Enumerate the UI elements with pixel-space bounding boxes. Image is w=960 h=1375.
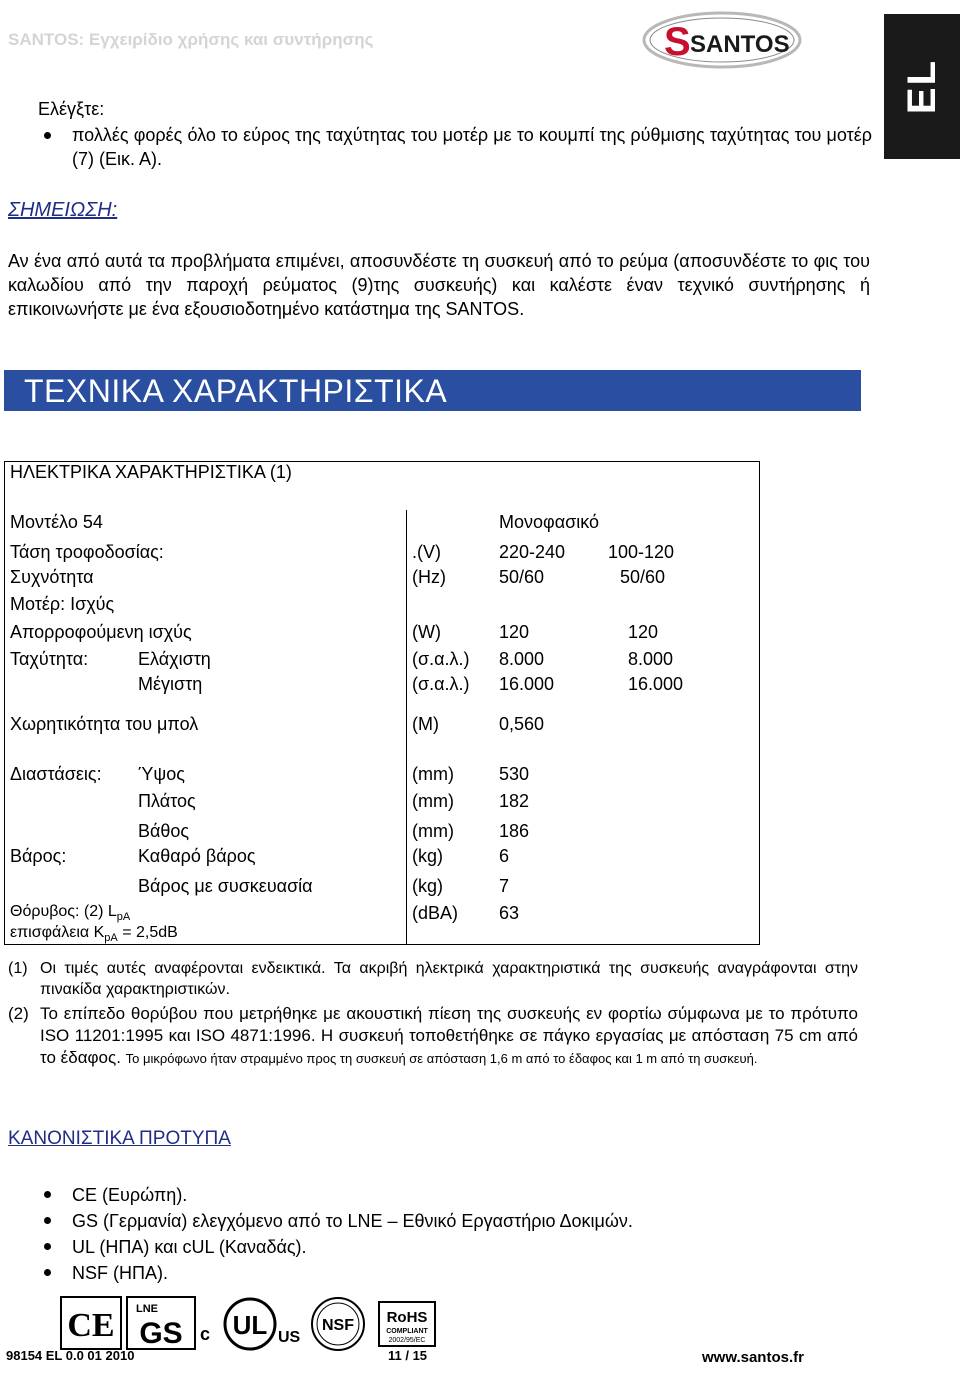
standard-item-nsf: NSF (ΗΠΑ).: [40, 1260, 860, 1286]
width-label: Πλάτος: [138, 791, 196, 811]
net-weight-unit: (kg): [412, 846, 443, 866]
model-label: Μοντέλο 54: [10, 512, 103, 532]
width-value: 182: [499, 791, 530, 811]
check-label: Ελέγξτε:: [38, 99, 105, 119]
frequency-value-2: 50/60: [620, 567, 666, 587]
frequency-label: Συχνότητα: [10, 567, 94, 587]
power-label: Απορροφούμενη ισχύς: [10, 622, 192, 642]
footnotes: [8, 958, 858, 1070]
speed-min-value-1: 8.000: [499, 649, 545, 669]
cul-us-mark-icon: [198, 1296, 304, 1352]
footnote-2: [8, 1003, 858, 1070]
specs-heading: ΗΛΕΚΤΡΙΚΑ ΧΑΡΑΚΤΗΡΙΣΤΙΚΑ (1): [10, 462, 292, 482]
height-label: Ύψος: [138, 764, 185, 784]
pack-weight-value: 7: [499, 876, 510, 896]
uncertainty-sub: pA: [104, 932, 118, 945]
ce-mark-text: CE: [67, 1307, 115, 1344]
specs-table-divider: [406, 510, 407, 945]
speed-max-value-1: 16.000: [499, 674, 555, 694]
power-unit: (W): [412, 622, 441, 642]
nsf-mark-icon: [308, 1296, 368, 1352]
speed-min-label: Ελάχιστη: [138, 649, 211, 669]
section-title: ΤΕΧΝΙΚΑ ΧΑΡΑΚΤΗΡΙΣΤΙΚΑ: [24, 373, 448, 409]
standard-item-ce: CE (Ευρώπη).: [40, 1182, 860, 1208]
footnote-2-text: Το επίπεδο θορύβου που μετρήθηκε με ακουστική πίεση της συσκευής εν φορτίω σύμφωνα με το πρότυπο ISO 11201:1995 και ISO 4871:1996. Η συσκευή τοποθετήθηκε σε πάγκο εργασίας με απόσταση 75 cm από το έδαφος.: [40, 1004, 858, 1067]
gs-mark-icon: [126, 1296, 196, 1352]
check-item: πολλές φορές όλο το εύρος της ταχύτητας του μοτέρ με το κουμπί της ρύθμισης ταχύτητας του μοτέρ (7) (Εικ. Α).: [40, 123, 872, 171]
ul-c-text: c: [200, 1324, 211, 1344]
uncertainty-label-text: επισφάλεια K: [10, 924, 105, 941]
voltage-value-2: 100-120: [608, 542, 675, 562]
bowl-unit: (M): [412, 714, 439, 734]
gs-mark-text: GS: [139, 1317, 183, 1350]
weight-label: Βάρος:: [10, 846, 67, 866]
pack-weight-unit: (kg): [412, 876, 443, 896]
rohs-mark-icon: [378, 1296, 436, 1352]
language-tab: [884, 14, 960, 159]
noise-value: 63: [499, 903, 520, 923]
standard-item-gs: GS (Γερμανία) ελεγχόμενο από το LNE – Εθνικό Εργαστήριο Δοκιμών.: [40, 1208, 860, 1234]
standard-item-ul: UL (ΗΠΑ) και cUL (Καναδάς).: [40, 1234, 860, 1260]
noise-unit: (dBA): [412, 903, 459, 923]
check-list: [40, 123, 872, 171]
noise-label: [10, 903, 130, 923]
ce-mark-icon: [60, 1296, 122, 1352]
speed-max-label: Μέγιστη: [138, 674, 203, 694]
voltage-unit: .(V): [412, 542, 441, 562]
height-value: 530: [499, 764, 530, 784]
motor-label: Μοτέρ: Ισχύς: [10, 594, 115, 614]
footnote-1: [8, 958, 858, 1000]
voltage-value-1: 220-240: [499, 542, 566, 562]
logo-text: SANTOS: [690, 31, 790, 58]
depth-unit: (mm): [412, 821, 454, 841]
height-unit: (mm): [412, 764, 454, 784]
pack-weight-label: Βάρος με συσκευασία: [138, 876, 313, 896]
lne-text: LNE: [136, 1303, 158, 1315]
santos-logo: [642, 10, 802, 70]
footnote-1-text: Οι τιμές αυτές αναφέρονται ενδεικτικά. Τα ακριβή ηλεκτρικά χαρακτηριστικά της συσκευής αναγράφονται στην πινακίδα χαρακτηριστικών.: [40, 960, 858, 998]
width-unit: (mm): [412, 791, 454, 811]
note-text: Αν ένα από αυτά τα προβλήματα επιμένει, αποσυνδέστε τη συσκευή από το ρεύμα (αποσυνδέστε το φις του καλωδίου από την παροχή ρεύματος (9)της συσκευής) και καλέστε έναν τεχνικό συντήρησης ή επικοινωνήστε με ένα εξουσιοδοτημένο κατάστημα της SANTOS.: [8, 251, 870, 319]
footnote-2-number: (2): [8, 1004, 29, 1023]
power-value-1: 120: [499, 622, 530, 642]
dimensions-label: Διαστάσεις:: [10, 764, 102, 784]
svg-text:S: S: [664, 20, 691, 64]
section-banner: [4, 370, 861, 411]
standards-list: [40, 1182, 860, 1286]
speed-min-unit: (σ.α.λ.): [412, 649, 470, 669]
rohs-text: RoHS: [386, 1309, 428, 1326]
net-weight-label: Καθαρό βάρος: [138, 846, 256, 866]
frequency-value-1: 50/60: [499, 567, 545, 587]
footnote-2-small-text: Το μικρόφωνο ήταν στραμμένο προς τη συσκευή σε απόσταση 1,6 m από το έδαφος και 1 m από τη συσκευή.: [125, 1051, 758, 1066]
uncertainty-label: [10, 924, 178, 944]
footer-website-link[interactable]: www.santos.fr: [702, 1349, 804, 1366]
footer-page-number: 11 / 15: [388, 1348, 428, 1363]
rohs-sub-text: COMPLIANT: [386, 1328, 428, 1335]
bowl-value: 0,560: [499, 714, 545, 734]
noise-label-text: Θόρυβος: (2) L: [10, 903, 117, 920]
net-weight-value: 6: [499, 846, 510, 866]
power-value-2: 120: [628, 622, 659, 642]
specs-table: [4, 461, 760, 945]
footer-doc-ref: 98154 EL 0.0 01 2010: [6, 1348, 135, 1363]
speed-max-value-2: 16.000: [628, 674, 684, 694]
ul-text: UL: [232, 1310, 268, 1340]
speed-min-value-2: 8.000: [628, 649, 674, 669]
rohs-directive-text: 2002/95/EC: [388, 1337, 426, 1344]
footnote-1-number: (1): [8, 960, 28, 977]
speed-label: Ταχύτητα:: [10, 649, 89, 669]
depth-label: Βάθος: [138, 821, 190, 841]
voltage-label: Τάση τροφοδοσίας:: [10, 542, 164, 562]
standards-heading: ΚΑΝΟΝΙΣΤΙΚΑ ΠΡΟΤΥΠΑ: [8, 1128, 231, 1149]
uncertainty-value: = 2,5dB: [117, 924, 178, 941]
depth-value: 186: [499, 821, 530, 841]
frequency-unit: (Hz): [412, 567, 446, 587]
document-header-title: SANTOS: Εγχειρίδιο χρήσης και συντήρησης: [8, 30, 374, 49]
note-heading: ΣΗΜΕΙΩΣΗ:: [8, 199, 118, 221]
language-code: EL: [900, 58, 944, 115]
bowl-label: Χωρητικότητα του μπολ: [10, 714, 199, 734]
speed-max-unit: (σ.α.λ.): [412, 674, 470, 694]
noise-label-sub: pA: [116, 911, 131, 924]
phase-label: Μονοφασικό: [499, 512, 599, 532]
nsf-text: NSF: [322, 1317, 354, 1334]
ul-us-text: US: [278, 1329, 301, 1346]
